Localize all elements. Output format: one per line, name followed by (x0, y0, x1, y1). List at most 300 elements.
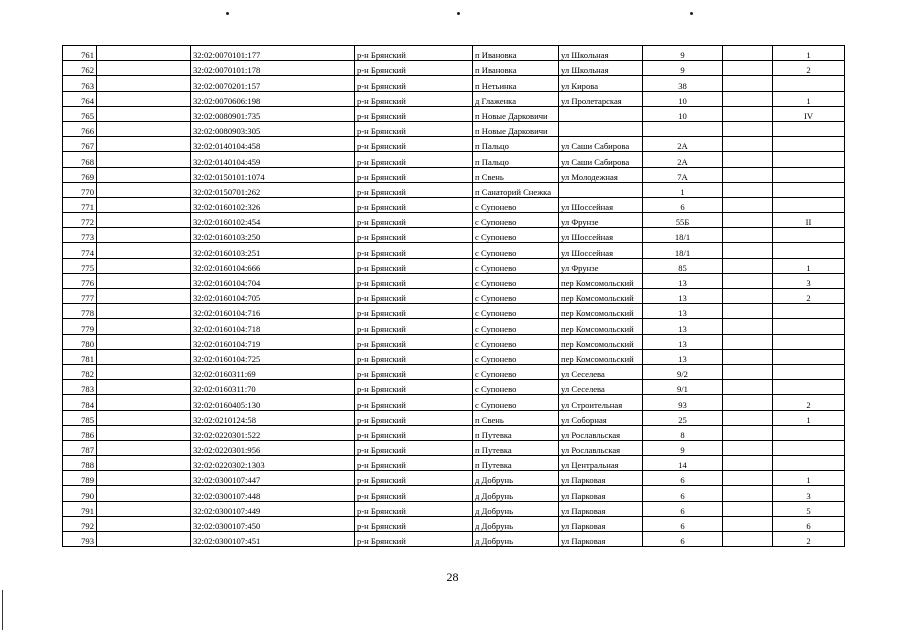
street: ул Фрунзе (559, 213, 643, 228)
settlement: д Глаженка (473, 91, 559, 106)
flat-number: 3 (773, 273, 845, 288)
cadastral-number: 32:02:0160104:716 (191, 304, 355, 319)
flat-number (773, 152, 845, 167)
flat-number (773, 380, 845, 395)
blank-cell (97, 152, 191, 167)
cadastral-number: 32:02:0160103:251 (191, 243, 355, 258)
building (723, 106, 773, 121)
row-number: 781 (63, 349, 97, 364)
cadastral-number: 32:02:0160311:69 (191, 364, 355, 379)
flat-number: 1 (773, 91, 845, 106)
cadastral-number: 32:02:0220301:956 (191, 440, 355, 455)
row-number: 791 (63, 501, 97, 516)
table-row (63, 91, 845, 106)
house-number: 7А (643, 167, 723, 182)
building (723, 304, 773, 319)
settlement: п Новые Дарковичи (473, 106, 559, 121)
flat-number: 3 (773, 486, 845, 501)
flat-number (773, 334, 845, 349)
district: р-н Брянский (355, 273, 473, 288)
blank-cell (97, 532, 191, 547)
cadastral-number: 32:02:0160102:454 (191, 213, 355, 228)
row-number: 790 (63, 486, 97, 501)
settlement: с Супонево (473, 349, 559, 364)
settlement: п Нетьинка (473, 76, 559, 91)
settlement: п Санаторий Снежка (473, 182, 559, 197)
street: ул Школьная (559, 46, 643, 61)
district: р-н Брянский (355, 501, 473, 516)
district: р-н Брянский (355, 106, 473, 121)
building (723, 167, 773, 182)
district: р-н Брянский (355, 532, 473, 547)
scan-dot (690, 12, 693, 15)
street: ул Рославльская (559, 440, 643, 455)
settlement: с Супонево (473, 228, 559, 243)
settlement: д Добрунь (473, 532, 559, 547)
district: р-н Брянский (355, 46, 473, 61)
district: р-н Брянский (355, 440, 473, 455)
table-row (63, 486, 845, 501)
building (723, 213, 773, 228)
row-number: 769 (63, 167, 97, 182)
house-number: 6 (643, 486, 723, 501)
street: ул Парковая (559, 532, 643, 547)
settlement: с Супонево (473, 213, 559, 228)
building (723, 273, 773, 288)
street: ул Шоссейная (559, 243, 643, 258)
street: ул Строительная (559, 395, 643, 410)
flat-number: 1 (773, 410, 845, 425)
house-number: 9 (643, 440, 723, 455)
cadastral-number: 32:02:0160311:70 (191, 380, 355, 395)
district: р-н Брянский (355, 289, 473, 304)
street: пер Комсомольский (559, 334, 643, 349)
house-number: 2А (643, 152, 723, 167)
flat-number (773, 228, 845, 243)
row-number: 765 (63, 106, 97, 121)
table-row (63, 319, 845, 334)
house-number: 10 (643, 91, 723, 106)
street (559, 182, 643, 197)
blank-cell (97, 304, 191, 319)
cadastral-number: 32:02:0300107:451 (191, 532, 355, 547)
cadastral-number: 32:02:0160103:250 (191, 228, 355, 243)
district: р-н Брянский (355, 486, 473, 501)
blank-cell (97, 364, 191, 379)
house-number: 85 (643, 258, 723, 273)
cadastral-number: 32:02:0080901:735 (191, 106, 355, 121)
house-number: 13 (643, 319, 723, 334)
street: ул Парковая (559, 486, 643, 501)
house-number: 18/1 (643, 243, 723, 258)
table-row (63, 152, 845, 167)
settlement: с Супонево (473, 258, 559, 273)
cadastral-number: 32:02:0160104:666 (191, 258, 355, 273)
house-number: 9/2 (643, 364, 723, 379)
cadastral-number: 32:02:0150701:262 (191, 182, 355, 197)
district: р-н Брянский (355, 243, 473, 258)
street: ул Рославльская (559, 425, 643, 440)
table-row (63, 456, 845, 471)
flat-number: 1 (773, 46, 845, 61)
district: р-н Брянский (355, 395, 473, 410)
cadastral-number: 32:02:0070101:177 (191, 46, 355, 61)
building (723, 532, 773, 547)
house-number (643, 121, 723, 136)
street: пер Комсомольский (559, 349, 643, 364)
table-row (63, 213, 845, 228)
cadastral-number: 32:02:0210124:58 (191, 410, 355, 425)
table-row (63, 289, 845, 304)
settlement: с Супонево (473, 319, 559, 334)
blank-cell (97, 91, 191, 106)
settlement: с Супонево (473, 380, 559, 395)
table-row (63, 243, 845, 258)
flat-number (773, 456, 845, 471)
cadastral-number: 32:02:0160104:705 (191, 289, 355, 304)
table-row (63, 471, 845, 486)
building (723, 395, 773, 410)
district: р-н Брянский (355, 516, 473, 531)
building (723, 91, 773, 106)
blank-cell (97, 258, 191, 273)
table-row (63, 106, 845, 121)
page-number: 28 (446, 570, 459, 584)
street: ул Парковая (559, 501, 643, 516)
building (723, 334, 773, 349)
settlement: с Супонево (473, 273, 559, 288)
blank-cell (97, 167, 191, 182)
street: пер Комсомольский (559, 273, 643, 288)
street: ул Парковая (559, 471, 643, 486)
district: р-н Брянский (355, 91, 473, 106)
row-number: 761 (63, 46, 97, 61)
house-number: 13 (643, 273, 723, 288)
flat-number: IV (773, 106, 845, 121)
building (723, 182, 773, 197)
settlement: п Новые Дарковичи (473, 121, 559, 136)
blank-cell (97, 440, 191, 455)
row-number: 779 (63, 319, 97, 334)
house-number: 13 (643, 349, 723, 364)
flat-number: 2 (773, 395, 845, 410)
settlement: д Добрунь (473, 471, 559, 486)
settlement: п Путевка (473, 440, 559, 455)
table-row (63, 516, 845, 531)
settlement: д Добрунь (473, 501, 559, 516)
building (723, 364, 773, 379)
flat-number: 6 (773, 516, 845, 531)
building (723, 380, 773, 395)
settlement: с Супонево (473, 289, 559, 304)
blank-cell (97, 380, 191, 395)
row-number: 786 (63, 425, 97, 440)
building (723, 410, 773, 425)
cadastral-number: 32:02:0140104:458 (191, 137, 355, 152)
building (723, 121, 773, 136)
table-row (63, 425, 845, 440)
settlement: с Супонево (473, 334, 559, 349)
street: пер Комсомольский (559, 304, 643, 319)
table-row (63, 228, 845, 243)
street: ул Молодежная (559, 167, 643, 182)
cadastral-number: 32:02:0300107:448 (191, 486, 355, 501)
cadastral-number: 32:02:0300107:447 (191, 471, 355, 486)
settlement: п Путевка (473, 425, 559, 440)
row-number: 777 (63, 289, 97, 304)
settlement: п Путевка (473, 456, 559, 471)
cadastral-number: 32:02:0160104:718 (191, 319, 355, 334)
district: р-н Брянский (355, 349, 473, 364)
building (723, 197, 773, 212)
property-register-table (62, 45, 845, 547)
row-number: 767 (63, 137, 97, 152)
row-number: 768 (63, 152, 97, 167)
district: р-н Брянский (355, 167, 473, 182)
house-number: 6 (643, 471, 723, 486)
row-number: 763 (63, 76, 97, 91)
building (723, 471, 773, 486)
row-number: 771 (63, 197, 97, 212)
district: р-н Брянский (355, 334, 473, 349)
blank-cell (97, 410, 191, 425)
house-number: 10 (643, 106, 723, 121)
flat-number (773, 319, 845, 334)
row-number: 766 (63, 121, 97, 136)
district: р-н Брянский (355, 410, 473, 425)
row-number: 773 (63, 228, 97, 243)
settlement: с Супонево (473, 395, 559, 410)
scan-marks (0, 12, 905, 22)
flat-number (773, 137, 845, 152)
street: ул Сеселева (559, 364, 643, 379)
table-row (63, 364, 845, 379)
street: пер Комсомольский (559, 289, 643, 304)
settlement: п Свень (473, 410, 559, 425)
district: р-н Брянский (355, 319, 473, 334)
table-row (63, 61, 845, 76)
table-body (63, 46, 845, 547)
blank-cell (97, 425, 191, 440)
cadastral-number: 32:02:0150101:1074 (191, 167, 355, 182)
flat-number: 1 (773, 258, 845, 273)
settlement: п Ивановка (473, 46, 559, 61)
house-number: 2А (643, 137, 723, 152)
blank-cell (97, 213, 191, 228)
street: ул Кирова (559, 76, 643, 91)
settlement: д Добрунь (473, 516, 559, 531)
building (723, 440, 773, 455)
settlement: п Пальцо (473, 137, 559, 152)
row-number: 785 (63, 410, 97, 425)
row-number: 784 (63, 395, 97, 410)
table-row (63, 273, 845, 288)
blank-cell (97, 486, 191, 501)
district: р-н Брянский (355, 258, 473, 273)
street: ул Фрунзе (559, 258, 643, 273)
row-number: 789 (63, 471, 97, 486)
house-number: 14 (643, 456, 723, 471)
flat-number: II (773, 213, 845, 228)
house-number: 6 (643, 197, 723, 212)
cadastral-number: 32:02:0070201:157 (191, 76, 355, 91)
table-row (63, 137, 845, 152)
district: р-н Брянский (355, 76, 473, 91)
blank-cell (97, 501, 191, 516)
flat-number (773, 121, 845, 136)
flat-number (773, 304, 845, 319)
flat-number (773, 243, 845, 258)
table-row (63, 440, 845, 455)
table-row (63, 380, 845, 395)
district: р-н Брянский (355, 425, 473, 440)
row-number: 783 (63, 380, 97, 395)
house-number: 55Б (643, 213, 723, 228)
blank-cell (97, 516, 191, 531)
building (723, 61, 773, 76)
settlement: п Свень (473, 167, 559, 182)
district: р-н Брянский (355, 456, 473, 471)
row-number: 762 (63, 61, 97, 76)
flat-number: 5 (773, 501, 845, 516)
cadastral-number: 32:02:0140104:459 (191, 152, 355, 167)
house-number: 93 (643, 395, 723, 410)
building (723, 258, 773, 273)
flat-number (773, 76, 845, 91)
row-number: 770 (63, 182, 97, 197)
district: р-н Брянский (355, 121, 473, 136)
flat-number (773, 349, 845, 364)
building (723, 319, 773, 334)
table-row (63, 258, 845, 273)
street: ул Шоссейная (559, 228, 643, 243)
blank-cell (97, 289, 191, 304)
blank-cell (97, 456, 191, 471)
row-number: 772 (63, 213, 97, 228)
settlement: с Супонево (473, 243, 559, 258)
district: р-н Брянский (355, 380, 473, 395)
flat-number (773, 425, 845, 440)
building (723, 516, 773, 531)
settlement: д Добрунь (473, 486, 559, 501)
blank-cell (97, 395, 191, 410)
blank-cell (97, 228, 191, 243)
street: ул Саши Сабирова (559, 152, 643, 167)
house-number: 38 (643, 76, 723, 91)
cadastral-number: 32:02:0160102:326 (191, 197, 355, 212)
row-number: 775 (63, 258, 97, 273)
house-number: 18/1 (643, 228, 723, 243)
building (723, 243, 773, 258)
table-row (63, 410, 845, 425)
flat-number (773, 182, 845, 197)
cadastral-number: 32:02:0070101:178 (191, 61, 355, 76)
street: пер Комсомольский (559, 319, 643, 334)
row-number: 782 (63, 364, 97, 379)
house-number: 9 (643, 46, 723, 61)
blank-cell (97, 76, 191, 91)
district: р-н Брянский (355, 304, 473, 319)
blank-cell (97, 137, 191, 152)
table-row (63, 395, 845, 410)
scan-edge-mark (2, 590, 3, 630)
table-row (63, 334, 845, 349)
building (723, 486, 773, 501)
scan-dot (457, 12, 460, 15)
house-number: 8 (643, 425, 723, 440)
house-number: 25 (643, 410, 723, 425)
blank-cell (97, 121, 191, 136)
settlement: с Супонево (473, 197, 559, 212)
district: р-н Брянский (355, 182, 473, 197)
cadastral-number: 32:02:0160104:725 (191, 349, 355, 364)
flat-number (773, 364, 845, 379)
house-number: 6 (643, 501, 723, 516)
street: ул Школьная (559, 61, 643, 76)
district: р-н Брянский (355, 197, 473, 212)
building (723, 76, 773, 91)
blank-cell (97, 197, 191, 212)
house-number: 13 (643, 334, 723, 349)
flat-number: 2 (773, 532, 845, 547)
table-row (63, 501, 845, 516)
row-number: 778 (63, 304, 97, 319)
table-row (63, 76, 845, 91)
table-row (63, 304, 845, 319)
street: ул Пролетарская (559, 91, 643, 106)
flat-number (773, 167, 845, 182)
cadastral-number: 32:02:0160104:704 (191, 273, 355, 288)
building (723, 501, 773, 516)
cadastral-number: 32:02:0300107:449 (191, 501, 355, 516)
table-row (63, 167, 845, 182)
table-row (63, 182, 845, 197)
cadastral-number: 32:02:0080903:305 (191, 121, 355, 136)
building (723, 228, 773, 243)
house-number: 9/1 (643, 380, 723, 395)
district: р-н Брянский (355, 228, 473, 243)
flat-number: 1 (773, 471, 845, 486)
row-number: 774 (63, 243, 97, 258)
district: р-н Брянский (355, 364, 473, 379)
building (723, 456, 773, 471)
row-number: 776 (63, 273, 97, 288)
row-number: 764 (63, 91, 97, 106)
building (723, 46, 773, 61)
cadastral-number: 32:02:0160104:719 (191, 334, 355, 349)
blank-cell (97, 46, 191, 61)
cadastral-number: 32:02:0160405:130 (191, 395, 355, 410)
table-row (63, 197, 845, 212)
house-number: 13 (643, 289, 723, 304)
settlement: с Супонево (473, 304, 559, 319)
street (559, 106, 643, 121)
house-number: 9 (643, 61, 723, 76)
district: р-н Брянский (355, 471, 473, 486)
building (723, 425, 773, 440)
house-number: 1 (643, 182, 723, 197)
building (723, 152, 773, 167)
table-row (63, 121, 845, 136)
house-number: 6 (643, 516, 723, 531)
blank-cell (97, 106, 191, 121)
blank-cell (97, 243, 191, 258)
street: ул Центральная (559, 456, 643, 471)
blank-cell (97, 182, 191, 197)
house-number: 6 (643, 532, 723, 547)
district: р-н Брянский (355, 137, 473, 152)
building (723, 137, 773, 152)
